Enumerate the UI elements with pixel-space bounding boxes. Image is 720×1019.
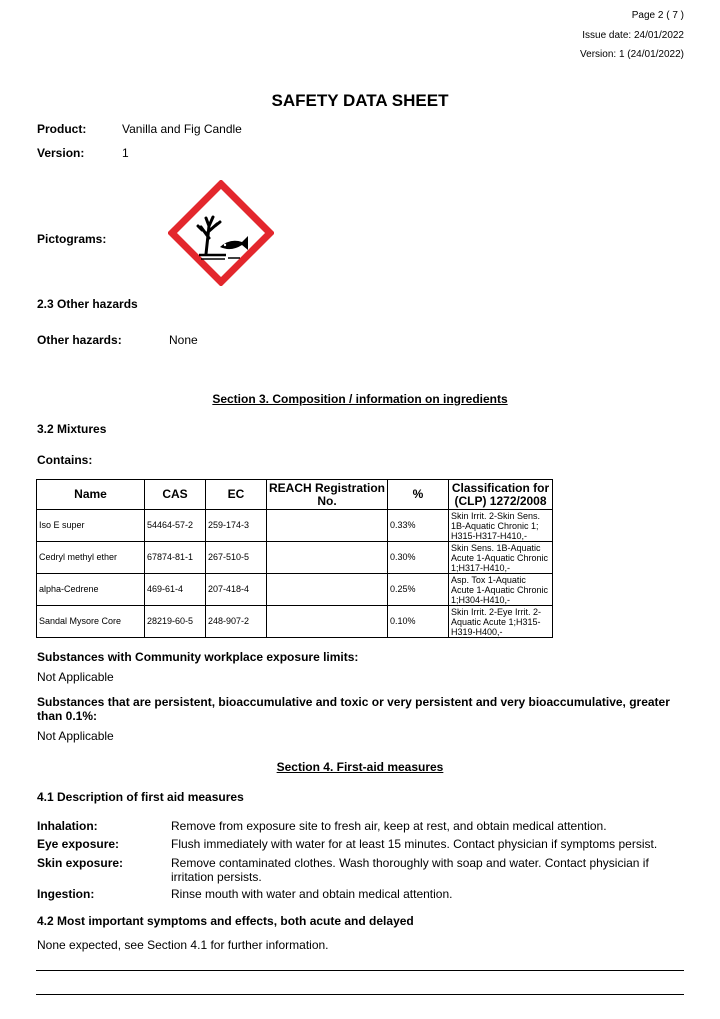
cell-classification: Skin Sens. 1B-Aquatic Acute 1-Aquatic Chronic 1;H317-H410,- [449, 542, 553, 574]
inhalation-text: Remove from exposure site to fresh air, keep at rest, and obtain medical attention. [171, 819, 607, 833]
cell-percent: 0.33% [388, 510, 449, 542]
cell-percent: 0.25% [388, 574, 449, 606]
cell-name: Iso E super [37, 510, 145, 542]
inhalation-label: Inhalation: [37, 819, 98, 833]
cell-reach [267, 574, 388, 606]
cell-classification: Skin Irrit. 2-Skin Sens. 1B-Aquatic Chronic 1; H315-H317-H410,- [449, 510, 553, 542]
table-row [37, 606, 553, 638]
symptoms-text: None expected, see Section 4.1 for further information. [37, 938, 329, 952]
eye-exposure-text: Flush immediately with water for at least 15 minutes. Contact physician if symptoms persist. [171, 837, 658, 851]
cell-classification: Skin Irrit. 2-Eye Irrit. 2-Aquatic Acute 1;H315-H319-H400,- [449, 606, 553, 638]
cell-reach [267, 606, 388, 638]
table-row [37, 574, 553, 606]
ingredients-table [36, 479, 553, 638]
contains-label: Contains: [37, 453, 93, 467]
table-row [37, 542, 553, 574]
cell-cas: 28219-60-5 [145, 606, 206, 638]
page-number: Page 2 ( 7 ) [631, 10, 684, 21]
first-aid-heading: 4.1 Description of first aid measures [37, 790, 244, 804]
document-title: SAFETY DATA SHEET [271, 91, 449, 110]
skin-exposure-label: Skin exposure: [37, 856, 124, 870]
version-label: Version: [37, 146, 85, 160]
version-info: Version: 1 (24/01/2022) [580, 49, 684, 60]
footer-divider [36, 970, 684, 971]
skin-exposure-text: Remove contaminated clothes. Wash thoroughly with soap and water. Contact physician if irritation persists. [171, 856, 649, 884]
version-value: 1 [122, 146, 129, 160]
column-header: % [388, 480, 449, 510]
ingestion-label: Ingestion: [37, 887, 95, 901]
exposure-limits-label: Substances with Community workplace exposure limits: [37, 650, 359, 664]
symptoms-heading: 4.2 Most important symptoms and effects, both acute and delayed [37, 914, 414, 928]
eye-exposure-label: Eye exposure: [37, 837, 120, 851]
column-header: Name [37, 480, 145, 510]
cell-cas: 54464-57-2 [145, 510, 206, 542]
column-header: REACH Registration No. [267, 480, 388, 510]
cell-reach [267, 510, 388, 542]
cell-name: Sandal Mysore Core [37, 606, 145, 638]
product-label: Product: [37, 122, 87, 136]
cell-cas: 67874-81-1 [145, 542, 206, 574]
table-row [37, 510, 553, 542]
ingestion-text: Rinse mouth with water and obtain medical attention. [171, 887, 453, 901]
pbt-value: Not Applicable [37, 729, 114, 743]
cell-ec: 267-510-5 [206, 542, 267, 574]
cell-percent: 0.10% [388, 606, 449, 638]
cell-name: Cedryl methyl ether [37, 542, 145, 574]
section-4-title: Section 4. First-aid measures [276, 760, 444, 774]
cell-ec: 259-174-3 [206, 510, 267, 542]
issue-date: Issue date: 24/01/2022 [582, 30, 684, 41]
column-header: Classification for (CLP) 1272/2008 [449, 480, 553, 510]
section-3-title: Section 3. Composition / information on ingredients [212, 392, 508, 406]
footer-divider [36, 994, 684, 995]
table-header-row [37, 480, 553, 510]
cell-ec: 207-418-4 [206, 574, 267, 606]
other-hazards-label: Other hazards: [37, 333, 122, 347]
mixtures-heading: 3.2 Mixtures [37, 422, 107, 436]
other-hazards-heading: 2.3 Other hazards [37, 297, 138, 311]
cell-reach [267, 542, 388, 574]
cell-classification: Asp. Tox 1-Aquatic Acute 1-Aquatic Chronic 1;H304-H410,- [449, 574, 553, 606]
cell-cas: 469-61-4 [145, 574, 206, 606]
cell-percent: 0.30% [388, 542, 449, 574]
environment-hazard-icon [168, 180, 274, 286]
column-header: CAS [145, 480, 206, 510]
column-header: EC [206, 480, 267, 510]
other-hazards-value: None [169, 333, 198, 347]
pbt-label: Substances that are persistent, bioaccumulative and toxic or very persistent and very bioaccumulative, greater than 0.1%: [37, 695, 670, 723]
exposure-limits-value: Not Applicable [37, 670, 114, 684]
pictograms-label: Pictograms: [37, 232, 107, 246]
product-value: Vanilla and Fig Candle [122, 122, 242, 136]
cell-name: alpha-Cedrene [37, 574, 145, 606]
cell-ec: 248-907-2 [206, 606, 267, 638]
